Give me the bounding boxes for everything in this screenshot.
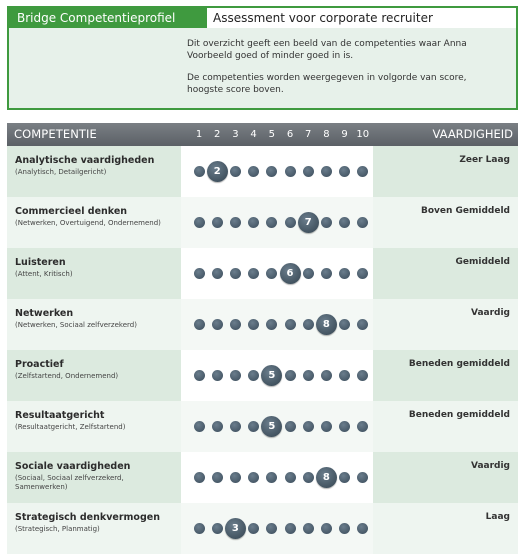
competence-subtitle: (Attent, Kritisch) xyxy=(15,270,73,278)
scale-dot xyxy=(212,472,223,483)
scale-dot xyxy=(194,217,205,228)
scale-dot xyxy=(248,319,259,330)
table-row xyxy=(7,197,518,248)
scale-dot xyxy=(285,166,296,177)
skill-level: Beneden gemiddeld xyxy=(373,401,518,452)
score-marker: 8 xyxy=(316,314,337,335)
score-scale xyxy=(181,503,373,554)
scale-dot xyxy=(212,523,223,534)
table-row xyxy=(7,503,518,554)
score-scale xyxy=(181,248,373,299)
competence-cell xyxy=(7,401,181,452)
scale-dot xyxy=(357,268,368,279)
competence-subtitle: (Zelfstartend, Ondernemend) xyxy=(15,372,119,380)
competence-cell xyxy=(7,503,181,554)
skill-level: Vaardig xyxy=(373,299,518,350)
column-header-competence: COMPETENTIE xyxy=(14,127,97,141)
competence-cell xyxy=(7,299,181,350)
table-row xyxy=(7,248,518,299)
scale-dot xyxy=(321,166,332,177)
profile-tab[interactable]: Bridge Competentieprofiel xyxy=(9,8,205,28)
scale-number-7: 7 xyxy=(305,129,312,140)
scale-dot xyxy=(285,217,296,228)
scale-dot xyxy=(339,268,350,279)
scale-dot xyxy=(212,268,223,279)
scale-dot xyxy=(357,166,368,177)
score-marker: 6 xyxy=(280,263,301,284)
scale-dot xyxy=(230,472,241,483)
intro-panel xyxy=(7,6,518,110)
scale-dot xyxy=(248,370,259,381)
skill-level: Vaardig xyxy=(373,452,518,503)
scale-dot xyxy=(230,421,241,432)
scale-dot xyxy=(194,268,205,279)
score-scale xyxy=(181,350,373,401)
scale-dot xyxy=(285,370,296,381)
scale-dot xyxy=(321,217,332,228)
scale-dot xyxy=(303,166,314,177)
skill-level: Beneden gemiddeld xyxy=(373,350,518,401)
scale-dot xyxy=(230,319,241,330)
scale-number-9: 9 xyxy=(341,129,348,140)
table-row xyxy=(7,146,518,197)
skill-level: Laag xyxy=(373,503,518,554)
scale-dot xyxy=(248,217,259,228)
scale-dot xyxy=(212,421,223,432)
score-scale xyxy=(181,401,373,452)
scale-dot xyxy=(339,319,350,330)
table-row xyxy=(7,452,518,503)
scale-dot xyxy=(230,217,241,228)
scale-dot xyxy=(339,166,350,177)
competence-name: Luisteren xyxy=(15,257,66,268)
column-header-skill: VAARDIGHEID xyxy=(432,127,513,141)
scale-dot xyxy=(303,319,314,330)
scale-dot xyxy=(230,268,241,279)
scale-dot xyxy=(194,166,205,177)
scale-dot xyxy=(357,421,368,432)
scale-number-2: 2 xyxy=(214,129,221,140)
scale-number-1: 1 xyxy=(195,129,203,140)
scale-number-3: 3 xyxy=(232,129,239,140)
scale-dot xyxy=(357,319,368,330)
scale-dot xyxy=(212,217,223,228)
score-scale xyxy=(181,299,373,350)
scale-dot xyxy=(230,370,241,381)
scale-dot xyxy=(321,421,332,432)
competence-name: Analytische vaardigheden xyxy=(15,155,155,166)
scale-dot xyxy=(194,370,205,381)
competence-name: Proactief xyxy=(15,359,64,370)
intro-paragraph-1: Dit overzicht geeft een beeld van de competenties waar Anna Voorbeeld goed of minder goed in is. xyxy=(187,39,467,61)
scale-dot xyxy=(321,268,332,279)
competence-subtitle: (Sociaal, Sociaal zelfverzekerd, Samenwerken) xyxy=(15,474,124,491)
scale-number-8: 8 xyxy=(323,129,330,140)
competence-subtitle: (Strategisch, Planmatig) xyxy=(15,525,100,533)
scale-dot xyxy=(212,370,223,381)
scale-dot xyxy=(230,166,241,177)
scale-dot xyxy=(266,166,277,177)
scale-dot xyxy=(303,472,314,483)
scale-dot xyxy=(303,421,314,432)
skill-level: Boven Gemiddeld xyxy=(373,197,518,248)
scale-dot xyxy=(285,421,296,432)
scale-dot xyxy=(357,370,368,381)
score-marker: 3 xyxy=(225,518,246,539)
scale-dot xyxy=(321,523,332,534)
scale-number-4: 4 xyxy=(250,129,257,140)
scale-dot xyxy=(248,523,259,534)
scale-dot xyxy=(248,472,259,483)
competence-subtitle: (Analytisch, Detailgericht) xyxy=(15,168,107,176)
intro-paragraph-2: De competenties worden weergegeven in volgorde van score, hoogste score boven. xyxy=(187,73,467,95)
scale-dot xyxy=(212,319,223,330)
competence-table xyxy=(7,123,518,555)
scale-dot xyxy=(248,421,259,432)
score-scale xyxy=(181,452,373,503)
scale-dot xyxy=(339,421,350,432)
scale-dot xyxy=(194,421,205,432)
score-marker: 5 xyxy=(261,416,282,437)
competence-cell xyxy=(7,146,181,197)
assessment-title: Assessment voor corporate recruiter xyxy=(205,8,516,28)
scale-dot xyxy=(194,472,205,483)
score-marker: 2 xyxy=(207,161,228,182)
scale-dot xyxy=(339,523,350,534)
scale-dot xyxy=(321,370,332,381)
scale-dot xyxy=(303,268,314,279)
competence-cell xyxy=(7,248,181,299)
scale-dot xyxy=(285,472,296,483)
scale-dot xyxy=(303,370,314,381)
competence-name: Strategisch denkvermogen xyxy=(15,512,160,523)
competence-name: Netwerken xyxy=(15,308,74,319)
competence-subtitle: (Netwerken, Overtuigend, Ondernemend) xyxy=(15,219,161,227)
table-row xyxy=(7,350,518,401)
scale-dot xyxy=(248,268,259,279)
scale-dot xyxy=(357,472,368,483)
competence-subtitle: (Netwerken, Sociaal zelfverzekerd) xyxy=(15,321,137,329)
scale-dot xyxy=(266,217,277,228)
scale-dot xyxy=(357,217,368,228)
scale-dot xyxy=(194,319,205,330)
scale-dot xyxy=(339,472,350,483)
scale-dot xyxy=(266,268,277,279)
competence-name: Resultaatgericht xyxy=(15,410,105,421)
scale-dot xyxy=(266,319,277,330)
intro-text xyxy=(187,38,505,106)
scale-dot xyxy=(303,523,314,534)
table-row xyxy=(7,299,518,350)
score-scale xyxy=(181,146,373,197)
score-marker: 8 xyxy=(316,467,337,488)
scale-number-6: 6 xyxy=(286,129,294,140)
table-row xyxy=(7,401,518,452)
competence-cell xyxy=(7,452,181,503)
scale-dot xyxy=(266,523,277,534)
competence-name: Commercieel denken xyxy=(15,206,128,217)
competence-cell xyxy=(7,350,181,401)
scale-dot xyxy=(266,472,277,483)
scale-number-5: 5 xyxy=(268,129,275,140)
table-header xyxy=(7,123,518,146)
scale-dot xyxy=(285,523,296,534)
scale-dot xyxy=(339,370,350,381)
scale-number-10: 10 xyxy=(356,129,370,140)
scale-dot xyxy=(357,523,368,534)
competence-cell xyxy=(7,197,181,248)
scale-dot xyxy=(194,523,205,534)
competence-name: Sociale vaardigheden xyxy=(15,461,131,472)
score-marker: 5 xyxy=(261,365,282,386)
skill-level: Gemiddeld xyxy=(373,248,518,299)
score-marker: 7 xyxy=(298,212,319,233)
skill-level: Zeer Laag xyxy=(373,146,518,197)
scale-dot xyxy=(248,166,259,177)
scale-dot xyxy=(285,319,296,330)
score-scale xyxy=(181,197,373,248)
competence-subtitle: (Resultaatgericht, Zelfstartend) xyxy=(15,423,126,431)
scale-dot xyxy=(339,217,350,228)
